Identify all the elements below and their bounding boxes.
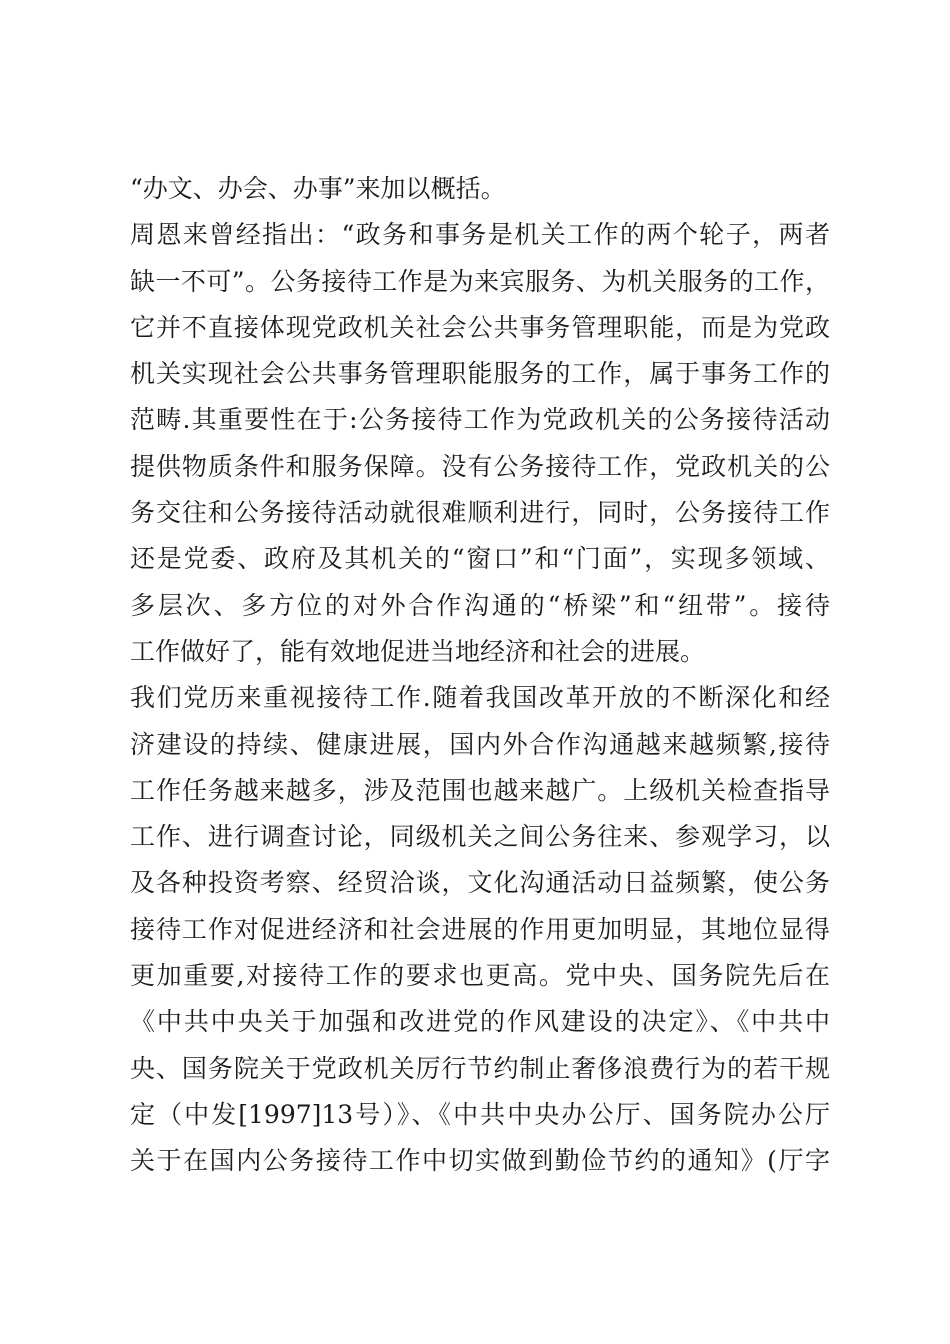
text-line: 济建设的持续、健康进展，国内外合作沟通越来越频繁,接待 xyxy=(130,729,830,759)
text-line: 范畴.其重要性在于:公务接待工作为党政机关的公务接待活动 xyxy=(130,405,830,435)
text-line: 缺一不可”。公务接待工作是为来宾服务、为机关服务的工作， xyxy=(130,266,830,296)
text-line: 机关实现社会公共事务管理职能服务的工作，属于事务工作的 xyxy=(130,359,830,389)
text-line: 接待工作对促进经济和社会进展的作用更加明显，其地位显得 xyxy=(130,914,830,944)
text-line: 提供物质条件和服务保障。没有公务接待工作，党政机关的公 xyxy=(130,451,830,481)
text-line: 多层次、多方位的对外合作沟通的“桥梁”和“纽带”。接待 xyxy=(130,590,830,620)
text-line: 工作做好了，能有效地促进当地经济和社会的进展。 xyxy=(130,636,706,666)
text-line: “办文、办会、办事”来加以概括。 xyxy=(130,174,506,203)
text-line: 还是党委、政府及其机关的“窗口”和“门面”，实现多领域、 xyxy=(130,544,830,574)
text-line: 及各种投资考察、经贸洽谈，文化沟通活动日益频繁，使公务 xyxy=(130,868,830,898)
text-line: 周恩来曾经指出：“政务和事务是机关工作的两个轮子，两者 xyxy=(130,220,830,250)
text-line: 我们党历来重视接待工作.随着我国改革开放的不断深化和经 xyxy=(130,683,830,713)
text-line: 更加重要,对接待工作的要求也更高。党中央、国务院先后在 xyxy=(130,961,830,991)
text-line: 《中共中央关于加强和改进党的作风建设的决定》、《中共中 xyxy=(130,1007,830,1037)
text-line: 工作、进行调查讨论，同级机关之间公务往来、参观学习，以 xyxy=(130,822,830,852)
text-line: 央、国务院关于党政机关厉行节约制止奢侈浪费行为的若干规 xyxy=(130,1053,830,1083)
text-line: 定（中发[1997]13号）》、《中共中央办公厅、国务院办公厅 xyxy=(130,1099,830,1129)
text-line: 工作任务越来越多，涉及范围也越来越广。上级机关检查指导 xyxy=(130,775,830,805)
body-text xyxy=(130,166,830,1185)
text-line: 关于在国内公务接待工作中切实做到勤俭节约的通知》(厅字 xyxy=(130,1146,830,1176)
text-line: 务交往和公务接待活动就很难顺利进行，同时，公务接待工作 xyxy=(130,498,830,528)
text-line: 它并不直接体现党政机关社会公共事务管理职能，而是为党政 xyxy=(130,312,830,342)
